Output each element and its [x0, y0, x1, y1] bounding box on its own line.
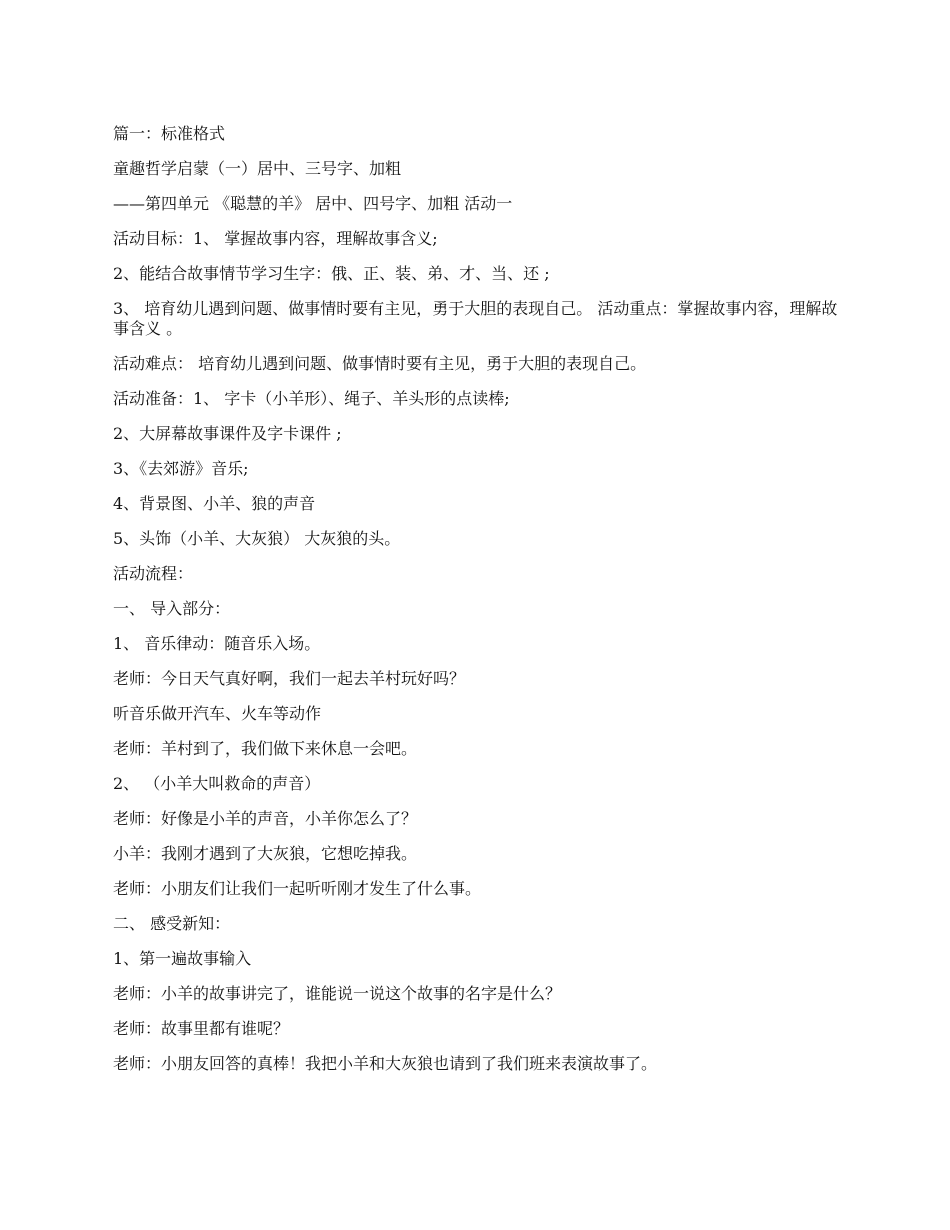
paragraph: 4、背景图、小羊、狼的声音: [113, 494, 316, 513]
paragraph: 3、《去郊游》音乐;: [113, 459, 249, 478]
document-body: [113, 124, 843, 1074]
paragraph: ——第四单元 《聪慧的羊》 居中、四号字、加粗 活动一: [113, 194, 513, 213]
paragraph: 老师：小羊的故事讲完了，谁能说一说这个故事的名字是什么？: [113, 984, 562, 1003]
paragraph: 小羊：我刚才遇到了大灰狼，它想吃掉我。: [113, 844, 418, 863]
paragraph: 老师：好像是小羊的声音，小羊你怎么了？: [113, 809, 418, 828]
paragraph: 1、 音乐律动：随音乐入场。: [113, 634, 321, 653]
paragraph: 篇一：标准格式: [113, 124, 226, 143]
paragraph: 活动流程：: [113, 564, 194, 583]
paragraph: 老师：故事里都有谁呢？: [113, 1019, 290, 1038]
paragraph: 童趣哲学启蒙（一）居中、三号字、加粗: [113, 159, 402, 178]
paragraph: 二、 感受新知：: [113, 914, 231, 933]
paragraph: 1、第一遍故事输入: [113, 949, 252, 968]
paragraph: 老师：小朋友回答的真棒！我把小羊和大灰狼也请到了我们班来表演故事了。: [113, 1054, 658, 1073]
paragraph: 活动目标：1、 掌握故事内容，理解故事含义;: [113, 229, 438, 248]
paragraph: 活动准备：1、 字卡（小羊形）、绳子、羊头形的点读棒;: [113, 389, 510, 408]
paragraph: 听音乐做开汽车、火车等动作: [113, 704, 322, 723]
paragraph: 2、大屏幕故事课件及字卡课件 ;: [113, 424, 342, 443]
paragraph: 5、头饰（小羊、大灰狼） 大灰狼的头。: [113, 529, 401, 548]
paragraph: 3、 培育幼儿遇到问题、做事情时要有主见，勇于大胆的表现自己。 活动重点：掌握故事内容，理解故事含义 。: [113, 299, 838, 338]
paragraph: 老师：今日天气真好啊，我们一起去羊村玩好吗？: [113, 669, 466, 688]
paragraph: 老师：羊村到了，我们做下来休息一会吧。: [113, 739, 418, 758]
paragraph: 2、 （小羊大叫救命的声音）: [113, 774, 321, 793]
paragraph: 活动难点： 培育幼儿遇到问题、做事情时要有主见，勇于大胆的表现自己。: [113, 354, 647, 373]
paragraph: 老师：小朋友们让我们一起听听刚才发生了什么事。: [113, 879, 482, 898]
paragraph: 2、能结合故事情节学习生字：俄、正、装、弟、才、当、还 ;: [113, 264, 550, 283]
paragraph: 一、 导入部分：: [113, 599, 231, 618]
